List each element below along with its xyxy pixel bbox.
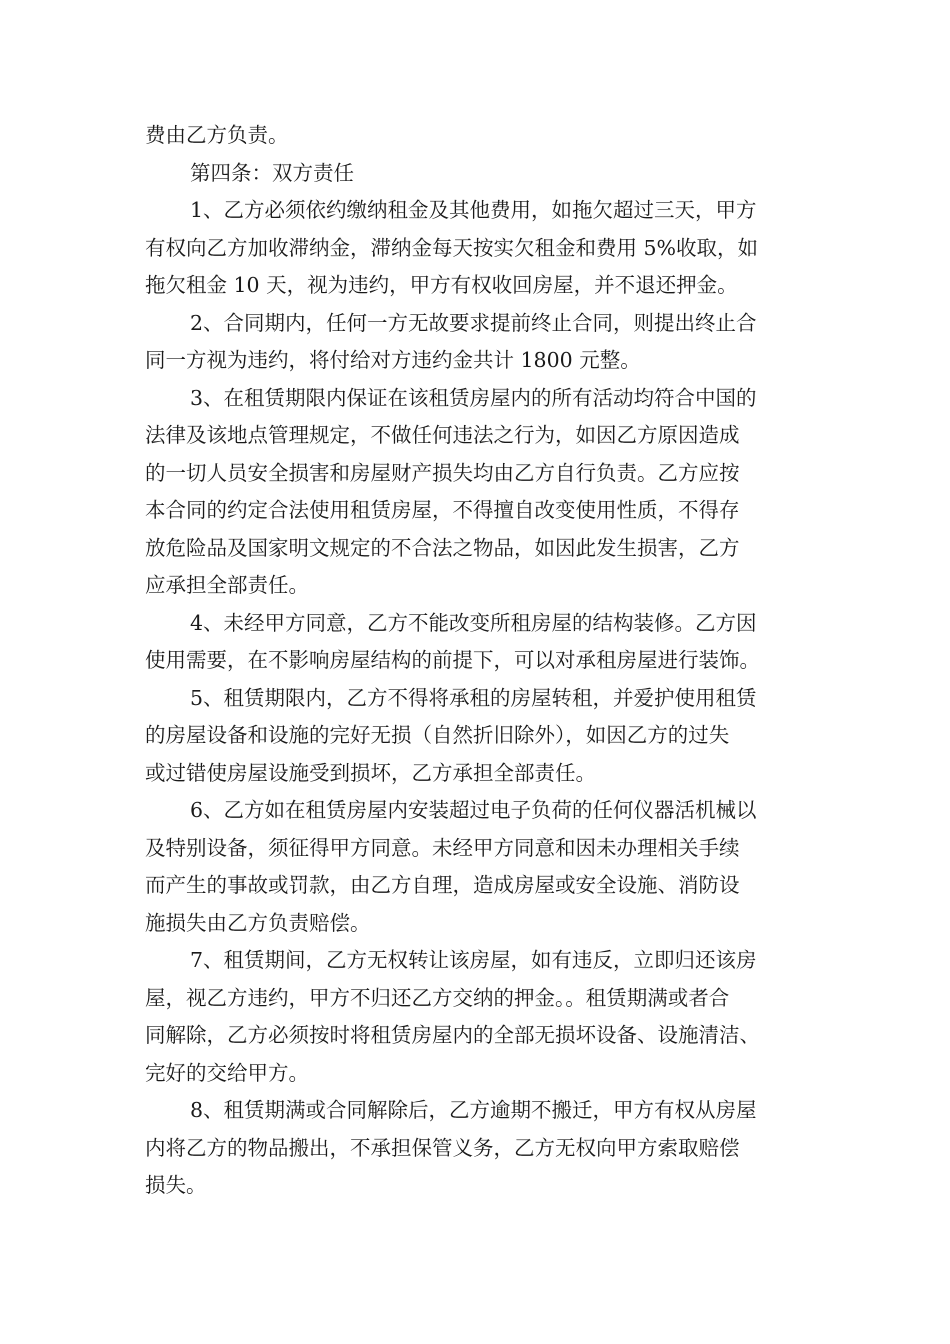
text-line: 1、乙方必须依约缴纳租金及其他费用，如拖欠超过三天，甲方 <box>190 198 757 222</box>
section-heading-article-4 <box>145 155 813 193</box>
text-line: 屋，视乙方违约，甲方不归还乙方交纳的押金。。租赁期满或者合 <box>145 985 730 1010</box>
text-line: 应承担全部责任。 <box>145 573 309 597</box>
paragraph-continuation <box>145 117 813 155</box>
clause-2 <box>145 305 813 380</box>
text-line: 同一方视为违约，将付给对方违约金共计 1800 元整。 <box>145 348 641 372</box>
clause-8 <box>145 1092 813 1205</box>
text-line: 3、在租赁期限内保证在该租赁房屋内的所有活动均符合中国的 <box>190 385 757 410</box>
text-line: 的一切人员安全损害和房屋财产损失均由乙方自行负责。乙方应按 <box>145 460 740 485</box>
text-line: 放危险品及国家明文规定的不合法之物品，如因此发生损害，乙方 <box>145 535 740 560</box>
clause-4 <box>145 605 813 680</box>
text-line: 8、租赁期满或合同解除后，乙方逾期不搬迁，甲方有权从房屋 <box>190 1098 757 1122</box>
text-line: 2、合同期内，任何一方无故要求提前终止合同，则提出终止合 <box>190 310 757 335</box>
text-line: 同解除，乙方必须按时将租赁房屋内的全部无损坏设备、设施清洁、 <box>145 1023 760 1047</box>
text-line: 施损失由乙方负责赔偿。 <box>145 910 371 935</box>
text-line: 5、租赁期限内，乙方不得将承租的房屋转租，并爱护使用租赁 <box>190 685 757 710</box>
text-line: 本合同的约定合法使用租赁房屋，不得擅自改变使用性质，不得存 <box>145 498 740 522</box>
text-line: 费由乙方负责。 <box>145 123 289 147</box>
text-line: 完好的交给甲方。 <box>145 1060 309 1085</box>
clause-7 <box>145 942 813 1092</box>
text-line: 4、未经甲方同意，乙方不能改变所租房屋的结构装修。乙方因 <box>190 610 757 635</box>
clause-1 <box>145 192 813 305</box>
text-line: 及特别设备，须征得甲方同意。未经甲方同意和因未办理相关手续 <box>145 835 740 860</box>
text-line: 6、乙方如在租赁房屋内安装超过电子负荷的任何仪器活机械以 <box>190 798 757 822</box>
text-line: 有权向乙方加收滞纳金，滞纳金每天按实欠租金和费用 5%收取，如 <box>145 235 759 260</box>
text-line: 的房屋设备和设施的完好无损（自然折旧除外），如因乙方的过失 <box>145 723 730 747</box>
clause-6 <box>145 792 813 942</box>
text-line: 使用需要，在不影响房屋结构的前提下，可以对承租房屋进行装饰。 <box>145 648 760 672</box>
contract-body <box>145 117 813 1205</box>
text-line: 损失。 <box>145 1173 207 1197</box>
text-line: 第四条：双方责任 <box>190 160 354 185</box>
clause-3 <box>145 380 813 605</box>
text-line: 而产生的事故或罚款，由乙方自理，造成房屋或安全设施、消防设 <box>145 873 740 897</box>
text-line: 拖欠租金 10 天，视为违约，甲方有权收回房屋，并不退还押金。 <box>145 273 738 297</box>
text-line: 或过错使房屋设施受到损坏，乙方承担全部责任。 <box>145 760 596 785</box>
text-line: 7、租赁期间，乙方无权转让该房屋，如有违反，立即归还该房 <box>190 948 757 972</box>
text-line: 法律及该地点管理规定，不做任何违法之行为，如因乙方原因造成 <box>145 423 740 447</box>
text-line: 内将乙方的物品搬出，不承担保管义务，乙方无权向甲方索取赔偿 <box>145 1135 740 1160</box>
clause-5 <box>145 680 813 793</box>
